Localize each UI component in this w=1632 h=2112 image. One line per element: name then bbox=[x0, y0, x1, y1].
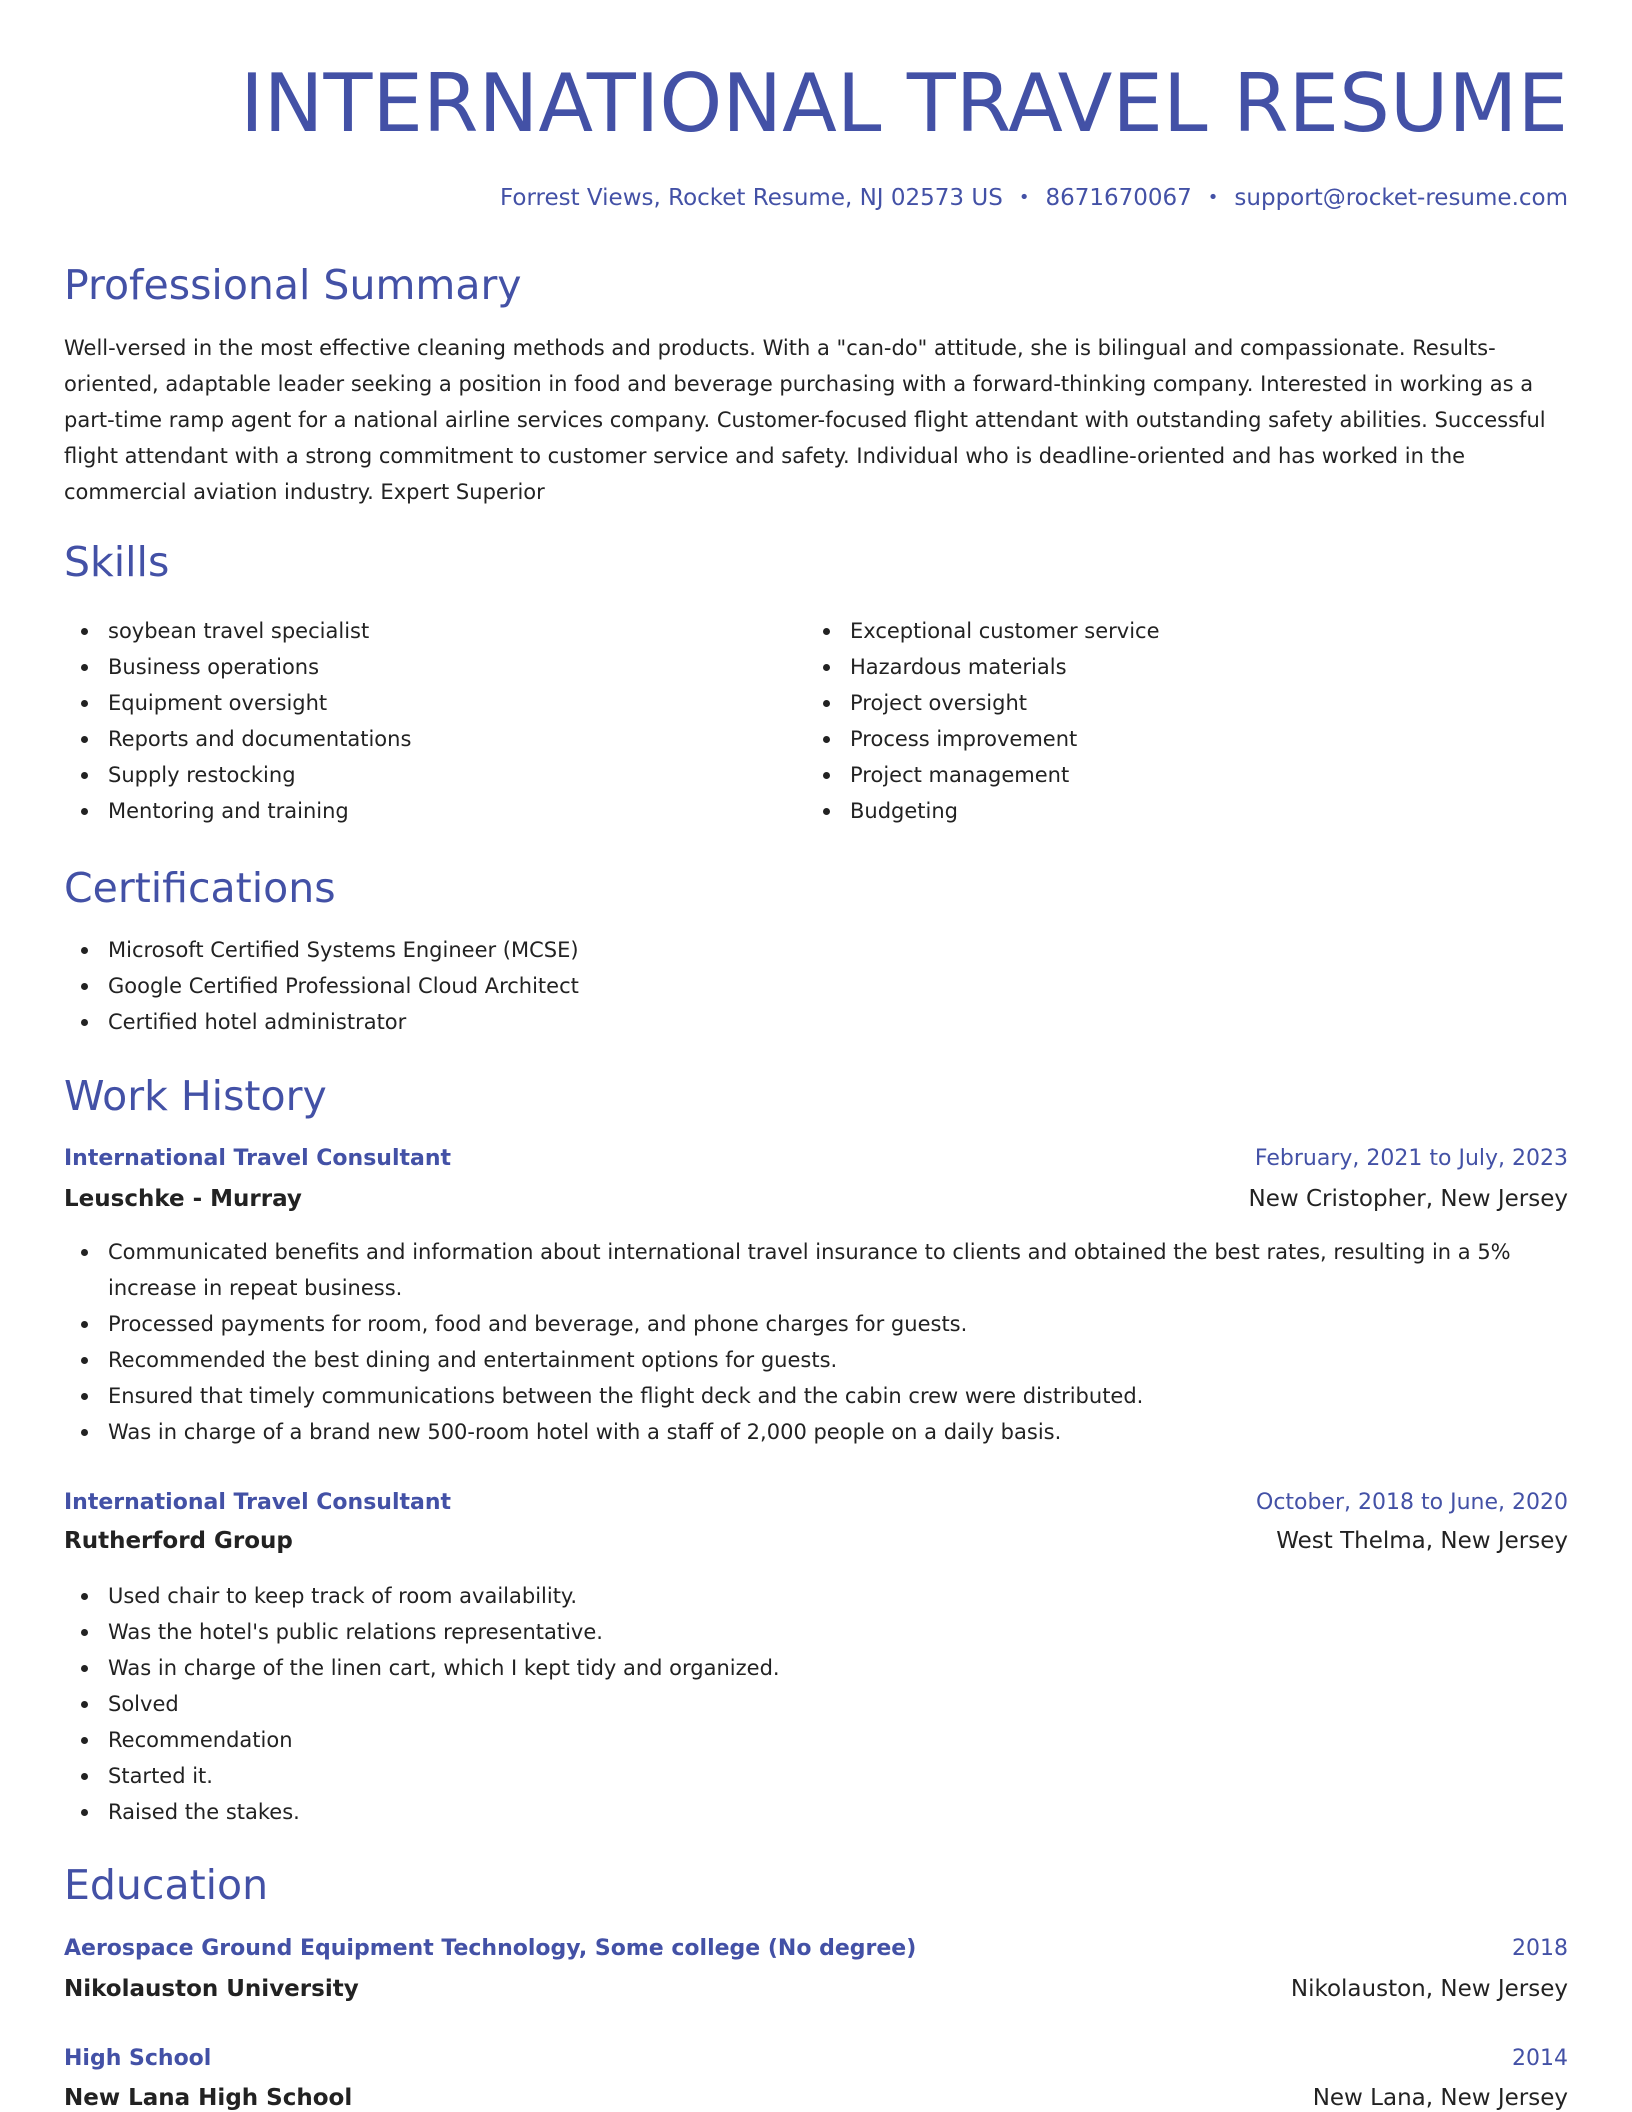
education-degree-row bbox=[64, 2039, 1568, 2079]
job-bullet: Solved bbox=[64, 1686, 780, 1722]
education-location: Nikolauston, New Jersey bbox=[1290, 1976, 1568, 2002]
job-bullet: Started it. bbox=[64, 1758, 780, 1794]
certifications-heading: Certifications bbox=[64, 864, 336, 912]
skill-item: Reports and documentations bbox=[64, 721, 411, 757]
job-bullet: Was in charge of the linen cart, which I kept tidy and organized. bbox=[64, 1650, 780, 1686]
education-school: Nikolauston University bbox=[64, 1976, 359, 2002]
job-bullet: Ensured that timely communications between the flight deck and the cabin crew were distributed. bbox=[64, 1378, 1568, 1414]
education-degree: Aerospace Ground Equipment Technology, Some college (No degree) bbox=[64, 1936, 917, 1961]
certification-item: Google Certified Professional Cloud Architect bbox=[64, 968, 579, 1004]
job-bullet: Was in charge of a brand new 500-room hotel with a staff of 2,000 people on a daily basis. bbox=[64, 1414, 1568, 1450]
contact-email[interactable]: support@rocket-resume.com bbox=[1234, 185, 1568, 211]
education-year: 2018 bbox=[1512, 1936, 1568, 1961]
contact-phone: 8671670067 bbox=[1045, 185, 1192, 211]
summary-text: Well-versed in the most effective cleaning methods and products. With a "can-do" attitude, she is bilingual and compassionate. Results-oriented, adaptable leader seeking a position in food and beverage purchasing with a forward-thinking company. Interested in working as a part-time ramp agent for a national airline services company. Customer-focused flight attendant with outstanding safety abilities. Successful flight attendant with a strong commitment to customer service and safety. Individual who is deadline-oriented and has worked in the commercial aviation industry. Expert Superior bbox=[64, 336, 1546, 504]
contact-separator: • bbox=[1207, 187, 1219, 208]
skill-item: Budgeting bbox=[806, 793, 1160, 829]
job-location: West Thelma, New Jersey bbox=[1276, 1528, 1568, 1554]
job-dates: February, 2021 to July, 2023 bbox=[1254, 1146, 1568, 1171]
certification-item: Certified hotel administrator bbox=[64, 1004, 579, 1040]
certifications-list bbox=[64, 932, 579, 1040]
job-bullet: Processed payments for room, food and beverage, and phone charges for guests. bbox=[64, 1306, 1568, 1342]
education-location: New Lana, New Jersey bbox=[1312, 2085, 1568, 2111]
job-title-row bbox=[64, 1483, 1568, 1523]
job-company: Leuschke - Murray bbox=[64, 1186, 302, 1212]
contact-address: Forrest Views, Rocket Resume, NJ 02573 US bbox=[499, 185, 1003, 211]
job-company-row bbox=[64, 1521, 1568, 1561]
education-school: New Lana High School bbox=[64, 2085, 353, 2111]
education-heading: Education bbox=[64, 1861, 269, 1909]
job-bullet: Was the hotel's public relations representative. bbox=[64, 1614, 780, 1650]
contact-separator: • bbox=[1018, 187, 1030, 208]
education-degree: High School bbox=[64, 2046, 212, 2071]
job-company: Rutherford Group bbox=[64, 1528, 293, 1554]
skill-item: Project oversight bbox=[806, 685, 1160, 721]
skill-item: Hazardous materials bbox=[806, 649, 1160, 685]
education-degree-row bbox=[64, 1929, 1568, 1969]
skill-item: Exceptional customer service bbox=[806, 613, 1160, 649]
resume-title: INTERNATIONAL TRAVEL RESUME bbox=[240, 57, 1568, 150]
skill-item: Business operations bbox=[64, 649, 411, 685]
skill-item: Project management bbox=[806, 757, 1160, 793]
job-title: International Travel Consultant bbox=[64, 1490, 452, 1515]
job-bullet: Recommendation bbox=[64, 1722, 780, 1758]
education-year: 2014 bbox=[1512, 2046, 1568, 2071]
education-school-row bbox=[64, 2078, 1568, 2112]
skills-list-right bbox=[806, 613, 1160, 829]
skills-list-left bbox=[64, 613, 411, 829]
education-school-row bbox=[64, 1969, 1568, 2009]
job-bullet: Raised the stakes. bbox=[64, 1794, 780, 1830]
skill-item: Supply restocking bbox=[64, 757, 411, 793]
job-bullet: Used chair to keep track of room availability. bbox=[64, 1578, 780, 1614]
job-dates: October, 2018 to June, 2020 bbox=[1256, 1490, 1568, 1515]
job-title-row bbox=[64, 1139, 1568, 1179]
certification-item: Microsoft Certified Systems Engineer (MCSE) bbox=[64, 932, 579, 968]
job-bullets bbox=[64, 1234, 1568, 1450]
job-bullet: Recommended the best dining and entertainment options for guests. bbox=[64, 1342, 1568, 1378]
skill-item: soybean travel specialist bbox=[64, 613, 411, 649]
job-title: International Travel Consultant bbox=[64, 1146, 452, 1171]
contact-line bbox=[500, 180, 1568, 216]
skill-item: Equipment oversight bbox=[64, 685, 411, 721]
work-history-heading: Work History bbox=[64, 1072, 327, 1120]
job-location: New Cristopher, New Jersey bbox=[1248, 1186, 1568, 1212]
skills-heading: Skills bbox=[64, 538, 170, 586]
summary-heading: Professional Summary bbox=[64, 261, 522, 309]
skill-item: Process improvement bbox=[806, 721, 1160, 757]
skill-item: Mentoring and training bbox=[64, 793, 411, 829]
job-bullet: Communicated benefits and information about international travel insurance to clients and obtained the best rates, resulting in a 5% increase in repeat business. bbox=[64, 1234, 1568, 1306]
job-bullets bbox=[64, 1578, 780, 1830]
job-company-row bbox=[64, 1179, 1568, 1219]
